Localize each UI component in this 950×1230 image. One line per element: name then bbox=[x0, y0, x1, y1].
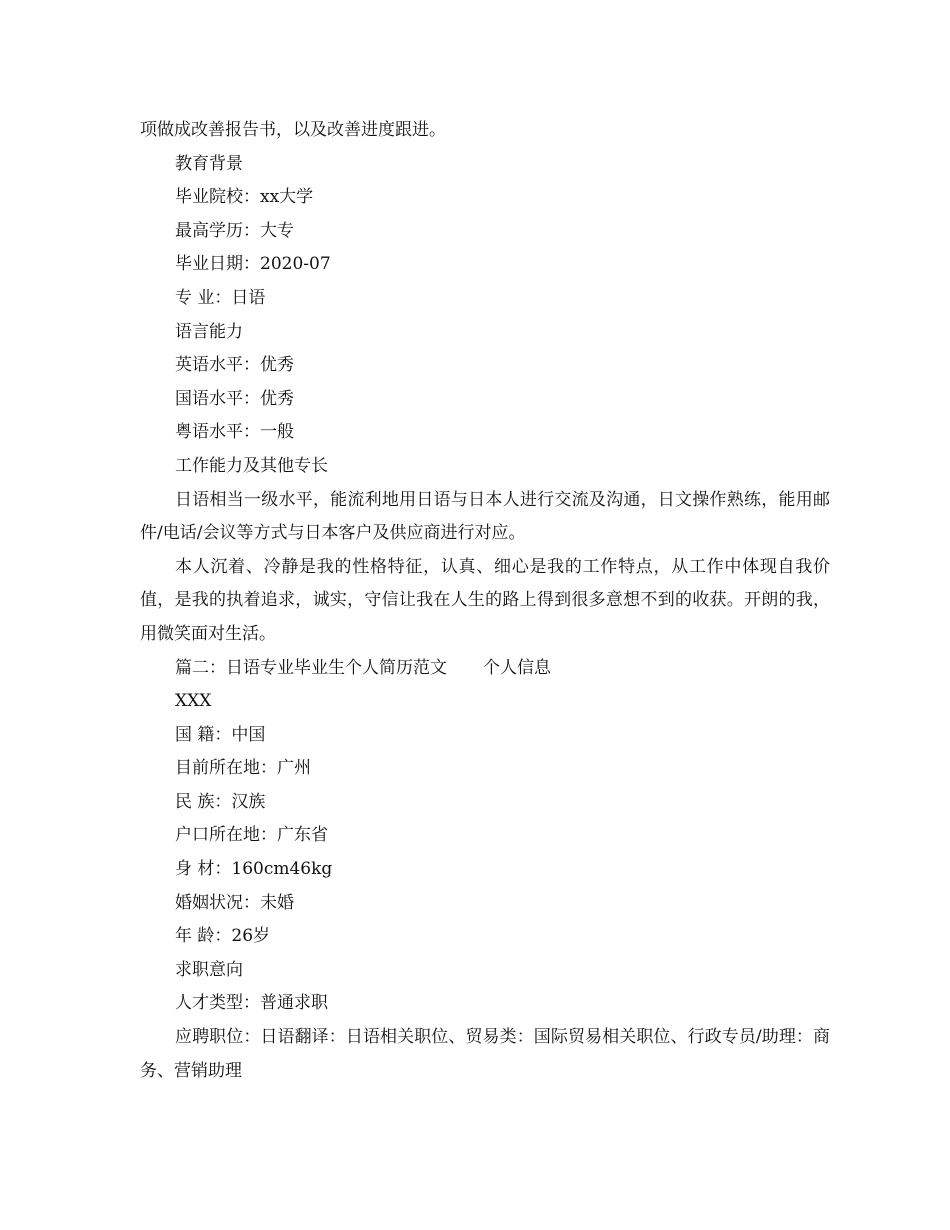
school-line: 毕业院校：xx大学 bbox=[175, 187, 314, 208]
body-line: 身 材：160cm46kg bbox=[175, 859, 333, 880]
grad-date-line: 毕业日期：2020-07 bbox=[175, 254, 331, 275]
nationality-line: 国 籍：中国 bbox=[175, 724, 266, 745]
mandarin-level-line: 国语水平：优秀 bbox=[175, 388, 294, 409]
section-two-title-line bbox=[140, 652, 830, 686]
english-level-line: 英语水平：优秀 bbox=[175, 355, 294, 376]
name-line: XXX bbox=[175, 691, 212, 712]
job-intent-heading: 求职意向 bbox=[175, 959, 243, 980]
document-body bbox=[140, 114, 830, 1088]
marital-status-line: 婚姻状况：未婚 bbox=[175, 892, 294, 913]
location-line: 目前所在地：广州 bbox=[175, 758, 311, 779]
continuation-line: 项做成改善报告书，以及改善进度跟进。 bbox=[140, 120, 446, 140]
major-line: 专 业：日语 bbox=[175, 287, 266, 308]
skills-paragraph-1: 日语相当一级水平，能流利地用日语与日本人进行交流及沟通，日文操作熟练，能用邮件/电话/会议等方式与日本客户及供应商进行对应。 bbox=[140, 489, 830, 544]
hukou-line: 户口所在地：广东省 bbox=[175, 825, 328, 846]
degree-line: 最高学历：大专 bbox=[175, 220, 294, 241]
education-heading: 教育背景 bbox=[175, 153, 243, 174]
cantonese-level-line: 粤语水平：一般 bbox=[175, 422, 294, 443]
positions-paragraph: 应聘职位：日语翻译：日语相关职位、贸易类：国际贸易相关职位、行政专员/助理：商务、营销助理 bbox=[140, 1027, 830, 1081]
skills-heading: 工作能力及其他专长 bbox=[175, 455, 328, 476]
personal-info-heading: 个人信息 bbox=[483, 657, 551, 678]
skills-paragraph-2: 本人沉着、冷静是我的性格特征，认真、细心是我的工作特点，从工作中体现自我价值，是我的执着追求，诚实，守信让我在人生的路上得到很多意想不到的收获。开朗的我，用微笑面对生活。 bbox=[140, 556, 830, 644]
ethnicity-line: 民 族：汉族 bbox=[175, 791, 266, 812]
talent-type-line: 人才类型：普通求职 bbox=[175, 993, 328, 1014]
section-two-title: 篇二：日语专业毕业生个人简历范文 bbox=[175, 657, 447, 678]
language-heading: 语言能力 bbox=[175, 321, 243, 342]
age-line: 年 龄：26岁 bbox=[175, 926, 271, 947]
